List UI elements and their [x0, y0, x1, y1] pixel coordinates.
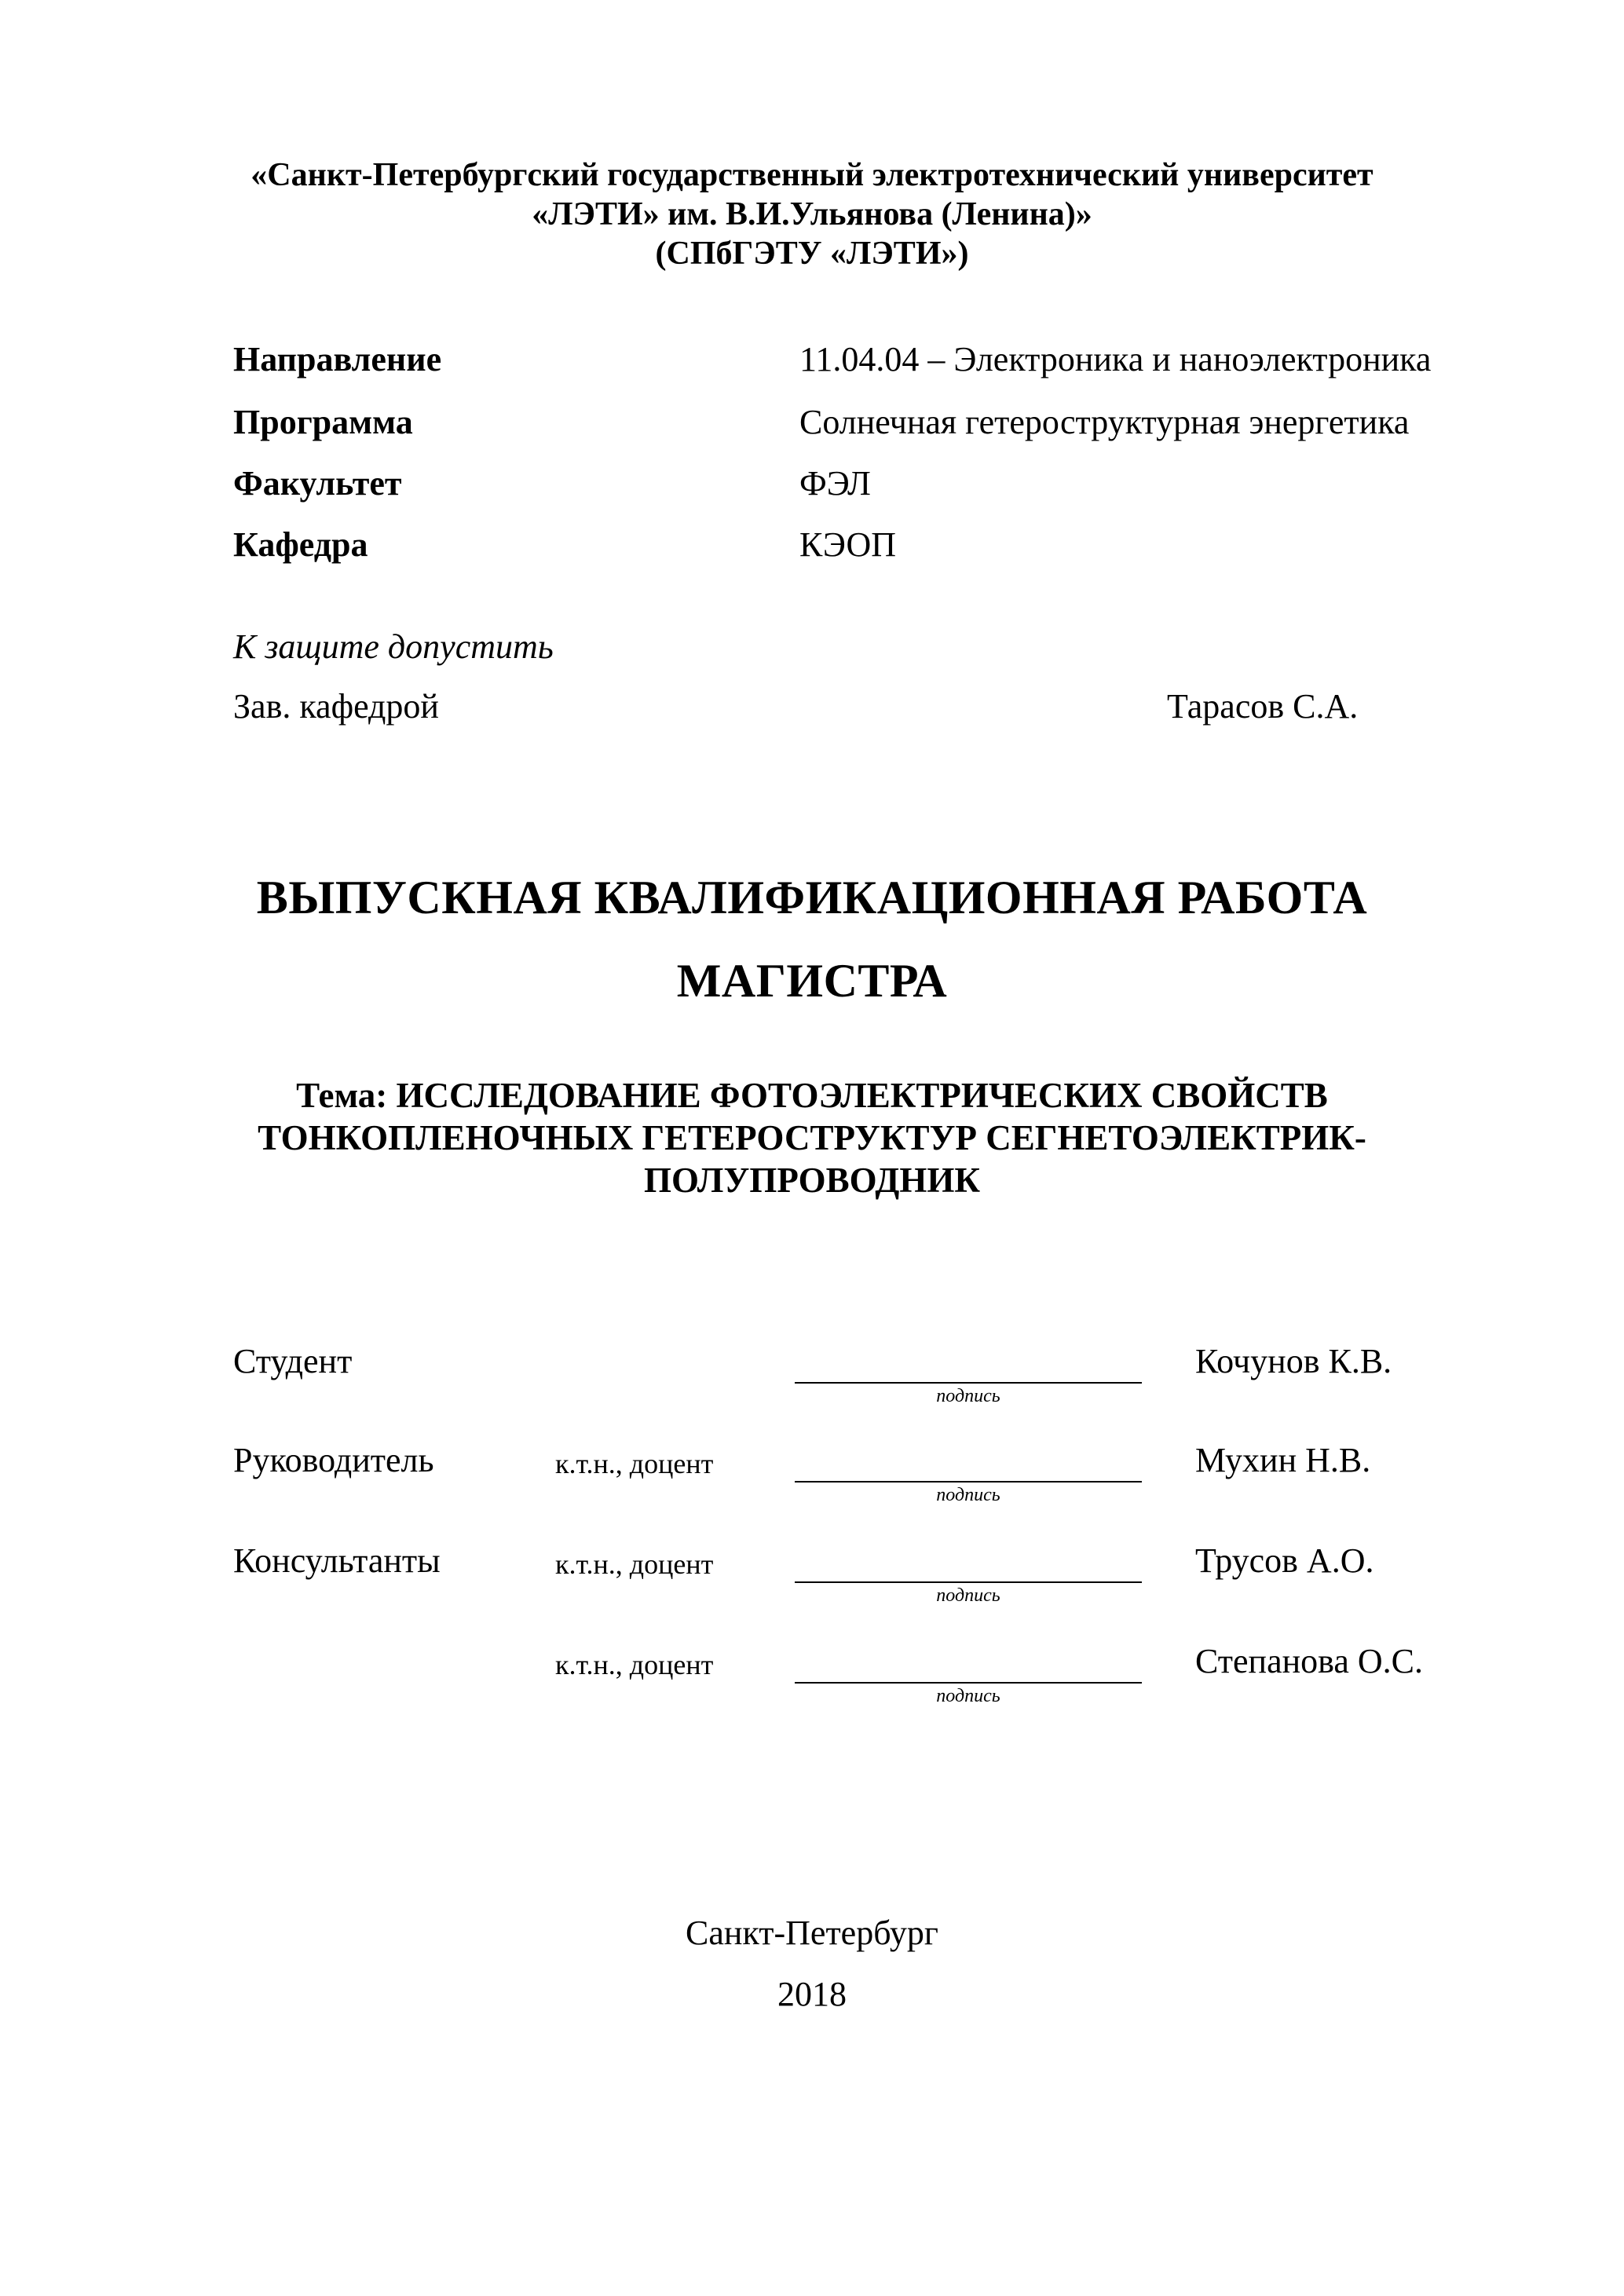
- topic-line-2: ТОНКОПЛЕНОЧНЫХ ГЕТЕРОСТРУКТУР СЕГНЕТОЭЛЕКТРИК-: [258, 1118, 1366, 1157]
- department-head-name: Тарасов С.А.: [1167, 687, 1359, 726]
- consultant-1-degree: к.т.н., доцент: [555, 1548, 714, 1580]
- program-label: Программа: [233, 403, 413, 441]
- supervisor-name: Мухин Н.В.: [1195, 1441, 1371, 1479]
- supervisor-signature-caption: подпись: [936, 1485, 1000, 1505]
- work-title-line-2: МАГИСТРА: [676, 955, 948, 1007]
- footer-city: Санкт-Петербург: [686, 1914, 938, 1952]
- consultant-1-signature-caption: подпись: [936, 1585, 1000, 1606]
- consultant-2-signature-line: [795, 1682, 1142, 1684]
- department-head-role: Зав. кафедрой: [233, 687, 439, 726]
- consultants-role: Консультанты: [233, 1541, 441, 1580]
- topic-line-1: Тема: ИССЛЕДОВАНИЕ ФОТОЭЛЕКТРИЧЕСКИХ СВОЙСТВ: [296, 1076, 1328, 1115]
- student-signature-caption: подпись: [936, 1386, 1000, 1406]
- direction-value: 11.04.04 – Электроника и наноэлектроника: [799, 340, 1432, 378]
- student-name: Кочунов К.В.: [1195, 1342, 1392, 1380]
- university-name-line-2: «ЛЭТИ» им. В.И.Ульянова (Ленина)»: [532, 196, 1092, 232]
- department-label: Кафедра: [233, 525, 368, 564]
- department-value: КЭОП: [799, 525, 897, 564]
- consultant-1-signature-line: [795, 1581, 1142, 1583]
- university-abbreviation: (СПбГЭТУ «ЛЭТИ»): [655, 236, 969, 272]
- direction-label: Направление: [233, 340, 442, 378]
- program-value: Солнечная гетероструктурная энергетика: [799, 403, 1410, 441]
- university-name-line-1: «Санкт-Петербургский государственный электротехнический университет: [251, 157, 1373, 193]
- consultant-2-signature-caption: подпись: [936, 1686, 1000, 1706]
- student-signature-line: [795, 1382, 1142, 1384]
- supervisor-degree: к.т.н., доцент: [555, 1448, 714, 1479]
- footer-year: 2018: [777, 1975, 847, 2013]
- supervisor-signature-line: [795, 1481, 1142, 1483]
- faculty-value: ФЭЛ: [799, 464, 871, 503]
- work-title-line-1: ВЫПУСКНАЯ КВАЛИФИКАЦИОННАЯ РАБОТА: [256, 872, 1368, 923]
- consultant-2-name: Степанова О.С.: [1195, 1642, 1423, 1680]
- student-role: Студент: [233, 1342, 353, 1380]
- consultant-1-name: Трусов А.О.: [1195, 1541, 1374, 1580]
- admission-title: К защите допустить: [233, 627, 554, 666]
- faculty-label: Факультет: [233, 464, 402, 503]
- consultant-2-degree: к.т.н., доцент: [555, 1649, 714, 1680]
- topic-line-3: ПОЛУПРОВОДНИК: [644, 1161, 980, 1200]
- supervisor-role: Руководитель: [233, 1441, 434, 1479]
